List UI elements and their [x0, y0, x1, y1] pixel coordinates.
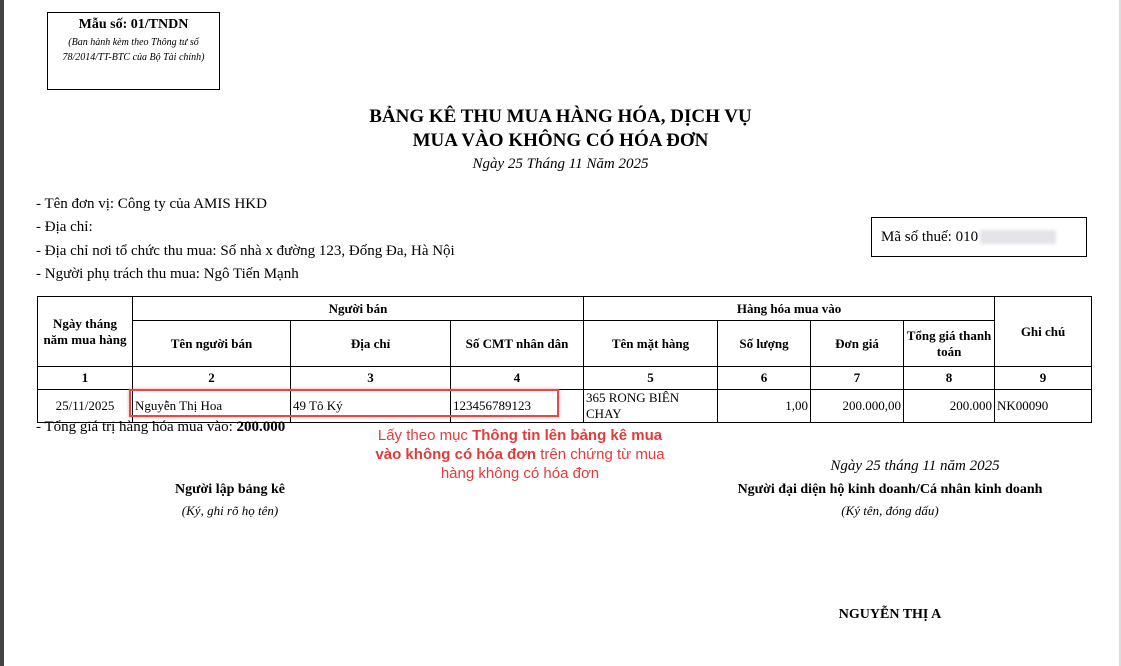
- cell-quantity: 1,00: [718, 390, 811, 423]
- form-code-box: [47, 12, 220, 90]
- column-number: 3: [291, 367, 451, 390]
- info-unit: - Tên đơn vị: Công ty của AMIS HKD: [36, 196, 267, 212]
- page-left-border: [0, 0, 4, 666]
- header-total: Tổng giá thanh toán: [904, 321, 995, 367]
- left-signature-sub: (Ký, ghi rõ họ tên): [181, 503, 279, 518]
- form-code: Mẫu số: 01/TNDN: [78, 17, 189, 32]
- annotation-note: [370, 426, 670, 483]
- total-label: - Tổng giá trị hàng hóa mua vào:: [36, 419, 233, 435]
- header-goods-group: Hàng hóa mua vào: [584, 297, 995, 321]
- document-title-line2: MUA VÀO KHÔNG CÓ HÓA ĐƠN: [412, 130, 709, 151]
- cell-total: 200.000: [904, 390, 995, 423]
- document-date: Ngày 25 Tháng 11 Năm 2025: [472, 156, 649, 172]
- header-seller-name: Tên người bán: [133, 321, 291, 367]
- header-seller-id: Số CMT nhân dân: [451, 321, 584, 367]
- header-seller-address: Địa chỉ: [291, 321, 451, 367]
- info-person: - Người phụ trách thu mua: Ngô Tiến Mạnh: [36, 266, 299, 282]
- header-date: Ngày tháng năm mua hàng: [38, 297, 133, 367]
- header-unit-price: Đơn giá: [811, 321, 904, 367]
- header-quantity: Số lượng: [718, 321, 811, 367]
- document-title-line1: BẢNG KÊ THU MUA HÀNG HÓA, DỊCH VỤ: [369, 106, 752, 127]
- header-note: Ghi chú: [995, 297, 1092, 367]
- column-number: 5: [584, 367, 718, 390]
- column-number: 2: [133, 367, 291, 390]
- seller-info-highlight: [129, 389, 559, 417]
- column-number: 4: [451, 367, 584, 390]
- left-signature-title: Người lập bảng kê: [175, 482, 285, 497]
- total-line: [36, 419, 285, 436]
- cell-note: NK00090: [995, 390, 1092, 423]
- tax-code-label: Mã số thuế:: [881, 228, 952, 245]
- cell-seller-id: 123456789123: [451, 390, 584, 423]
- header-seller-group: Người bán: [133, 297, 584, 321]
- cell-unit-price: 200.000,00: [811, 390, 904, 423]
- column-number: 8: [904, 367, 995, 390]
- tax-code-box: [871, 217, 1087, 257]
- cell-seller-address: 49 Tô Ký: [291, 390, 451, 423]
- annotation-bold: Thông tin lên bảng kê mua vào không có hóa đơn: [375, 427, 663, 463]
- column-number: 7: [811, 367, 904, 390]
- right-signature-title: Người đại diện hộ kinh doanh/Cá nhân kinh doanh: [737, 482, 1043, 497]
- info-purchase-address: - Địa chỉ nơi tổ chức thu mua: Số nhà x đường 123, Đống Đa, Hà Nội: [36, 243, 455, 259]
- header-item-name: Tên mặt hàng: [584, 321, 718, 367]
- column-number: 6: [718, 367, 811, 390]
- right-signature-block: [700, 482, 1080, 519]
- signature-date: Ngày 25 tháng 11 năm 2025: [830, 458, 1000, 474]
- left-signature-block: [120, 482, 340, 519]
- right-signature-sub: (Ký tên, đóng dấu): [841, 503, 939, 518]
- total-value: 200.000: [236, 419, 286, 435]
- tax-code-value: 010: [955, 228, 979, 245]
- annotation-pre: Lấy theo mục: [377, 427, 473, 444]
- column-number: 9: [995, 367, 1092, 390]
- annotation-post: trên chứng từ mua hàng không có hóa đơn: [440, 446, 665, 482]
- cell-seller-name: Nguyễn Thị Hoa: [133, 390, 291, 423]
- form-description: (Ban hành kèm theo Thông tư số 78/2014/TT-BTC của Bộ Tài chính): [62, 37, 205, 63]
- tax-code-redaction: [980, 230, 1056, 244]
- right-signer-name: NGUYỄN THỊ A: [838, 607, 942, 622]
- info-address: - Địa chỉ:: [36, 219, 93, 235]
- column-number: 1: [38, 367, 133, 390]
- cell-item-name: 365 RONG BIÊN CHAY: [584, 390, 718, 423]
- column-number-row: [38, 367, 1092, 390]
- cell-date: 25/11/2025: [38, 390, 133, 423]
